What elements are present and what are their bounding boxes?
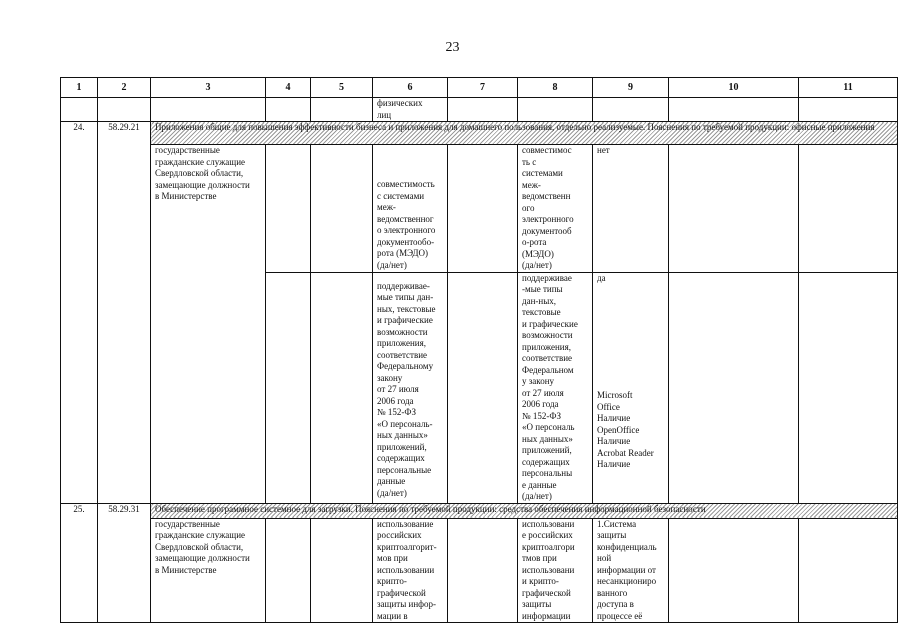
okpd-code: 58.29.31 bbox=[98, 503, 151, 623]
table-cell bbox=[799, 518, 898, 623]
section-title bbox=[151, 122, 898, 145]
characteristic: совместимость с системами меж- ведомственног о электронного документообо- рота (МЭДО) (да/нет) bbox=[373, 145, 448, 273]
employee-category: государственные гражданские служащие Свердловской области, замещающие должности в Министерстве bbox=[151, 518, 266, 623]
table-cell bbox=[593, 98, 669, 122]
table-cell bbox=[266, 98, 311, 122]
table-cell: физических лиц bbox=[373, 98, 448, 122]
table-cell bbox=[311, 98, 373, 122]
table-cell bbox=[98, 98, 151, 122]
characteristic: поддерживае- мые типы дан- ных, текстовые и графические возможности приложения, соответствие Федеральному закону от 27 июля 2006 года № 152-ФЗ «О персональ- ных данных» приложений, содержащих персональные данные (да/нет) bbox=[373, 272, 448, 503]
table-row-25-sub1 bbox=[61, 518, 898, 623]
section-title-text: Приложения общие для повышения эффективности бизнеса и приложения для домашнего пользования, отдельно реализуемые. Пояснения по требуемой продукции: офисные приложения bbox=[155, 122, 875, 132]
row-number: 24. bbox=[61, 122, 98, 504]
requirement-value-top: да bbox=[597, 272, 606, 283]
row-number: 25. bbox=[61, 503, 98, 623]
header-cell: 10 bbox=[669, 78, 799, 98]
characteristic-value: совместимос ть с системами меж- ведомственн ого электронного документооб о-рота (МЭДО) (да/нет) bbox=[518, 145, 593, 273]
characteristic-value: поддерживае -мые типы дан-ных, текстовые и графические возможности приложения, соответствие Федеральном у закону от 27 июля 2006 года № 152-ФЗ «О персональ ных данных» приложений, содержащих персональны е данные (да/нет) bbox=[518, 272, 593, 503]
okpd-code: 58.29.21 bbox=[98, 122, 151, 504]
header-cell: 4 bbox=[266, 78, 311, 98]
page-number: 23 bbox=[445, 40, 460, 55]
section-title bbox=[151, 503, 898, 518]
header-cell: 3 bbox=[151, 78, 266, 98]
header-cell: 6 bbox=[373, 78, 448, 98]
table-cell bbox=[151, 98, 266, 122]
table-cell bbox=[266, 145, 311, 273]
table-cell bbox=[266, 518, 311, 623]
characteristic: использование российских криптоалгорит- мов при использовании крипто- графической защиты инфор- мации в bbox=[373, 518, 448, 623]
header-cell: 2 bbox=[98, 78, 151, 98]
header-cell: 9 bbox=[593, 78, 669, 98]
table-row-continuation bbox=[61, 98, 898, 122]
table-cell bbox=[61, 98, 98, 122]
requirement-value: нет bbox=[593, 145, 669, 273]
table-cell bbox=[669, 518, 799, 623]
requirement-value: 1.Система защиты конфиденциаль ной информации от несанкциониро ванного доступа в процессе её bbox=[593, 518, 669, 623]
requirement-value-products: Microsoft Office Наличие OpenOffice Наличие Acrobat Reader Наличие bbox=[597, 390, 654, 469]
section-title-text: Обеспечение программное системное для загрузки. Пояснения по требуемой продукции: средства обеспечения информационной безопасности bbox=[155, 503, 706, 514]
table-cell bbox=[311, 518, 373, 623]
table-cell bbox=[799, 145, 898, 273]
table-cell bbox=[669, 98, 799, 122]
table-row-25-header bbox=[61, 503, 898, 518]
table-cell bbox=[799, 98, 898, 122]
requirement-value bbox=[593, 272, 669, 503]
characteristic-value: использовани е российских криптоалгори тмов при использовани и крипто- графической защиты информации bbox=[518, 518, 593, 623]
header-cell: 7 bbox=[448, 78, 518, 98]
employee-category: государственные гражданские служащие Свердловской области, замещающие должности в Министерстве bbox=[151, 145, 266, 504]
table-cell bbox=[669, 145, 799, 273]
table-cell bbox=[311, 272, 373, 503]
table-cell bbox=[669, 272, 799, 503]
table-cell bbox=[799, 272, 898, 503]
header-cell: 1 bbox=[61, 78, 98, 98]
table-cell bbox=[266, 272, 311, 503]
table-cell bbox=[518, 98, 593, 122]
table-cell bbox=[311, 145, 373, 273]
header-row bbox=[61, 78, 898, 98]
header-cell: 5 bbox=[311, 78, 373, 98]
header-cell: 8 bbox=[518, 78, 593, 98]
table-cell bbox=[448, 518, 518, 623]
requirements-table bbox=[60, 77, 898, 623]
table-row-24-header bbox=[61, 122, 898, 145]
header-cell: 11 bbox=[799, 78, 898, 98]
table-cell bbox=[448, 145, 518, 273]
table-row-24-sub1 bbox=[61, 145, 898, 273]
table-cell bbox=[448, 272, 518, 503]
table-cell bbox=[448, 98, 518, 122]
